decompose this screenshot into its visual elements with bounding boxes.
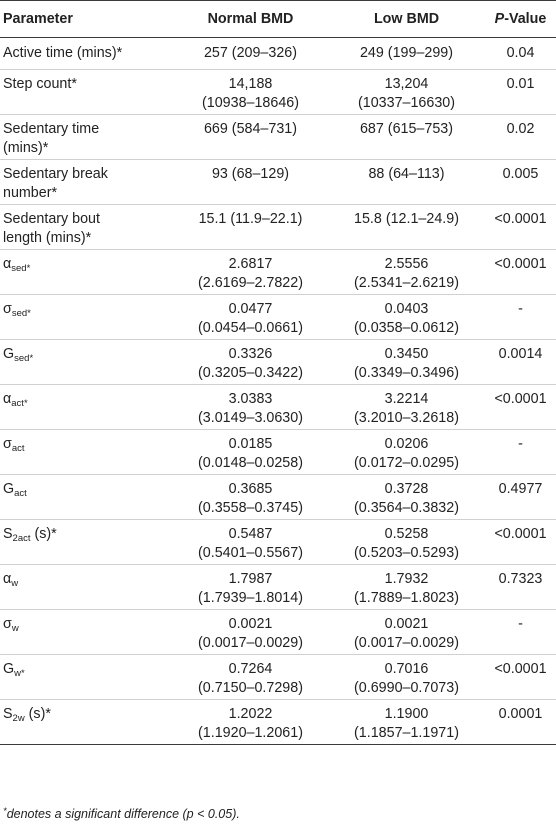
value-median: 0.3326 — [228, 346, 273, 362]
cell-parameter — [0, 205, 173, 250]
parameter-subscript: sed* — [11, 308, 31, 319]
parameter-symbol: G — [3, 346, 15, 362]
value-median: 1.1900 — [384, 706, 429, 722]
table-body — [0, 38, 556, 745]
table-row — [0, 610, 556, 655]
cell-p-value — [485, 385, 556, 430]
value-median: 669 (584–731) — [203, 121, 297, 137]
value-range: (0.3349–0.3496) — [354, 365, 459, 381]
cell-low-bmd — [328, 340, 485, 385]
value-median: 0.0206 — [384, 436, 429, 452]
value-median: 0.3450 — [384, 346, 429, 362]
cell-p-value — [485, 475, 556, 520]
p-value: <0.0001 — [494, 391, 547, 407]
value-median: 3.0383 — [228, 391, 273, 407]
p-value: 0.0001 — [498, 706, 543, 722]
value-range: (0.7150–0.7298) — [198, 680, 303, 696]
value-range: (10938–18646) — [202, 95, 299, 111]
value-range: (2.6169–2.7822) — [198, 275, 303, 291]
parameter-symbol: σ — [3, 301, 12, 317]
parameter-unit: (s)* — [30, 526, 57, 542]
cell-normal-bmd — [173, 250, 328, 295]
cell-normal-bmd — [173, 475, 328, 520]
value-range: (0.0017–0.0029) — [198, 635, 303, 651]
cell-low-bmd — [328, 385, 485, 430]
value-range: (1.7889–1.8023) — [354, 590, 459, 606]
cell-p-value — [485, 38, 556, 70]
header-p-rest: -Value — [504, 10, 547, 27]
cell-normal-bmd — [173, 700, 328, 745]
value-median: 1.7987 — [228, 571, 273, 587]
header-low-bmd: Low BMD — [328, 1, 485, 38]
footnote-star: * — [3, 806, 7, 817]
cell-normal-bmd — [173, 385, 328, 430]
value-median: 93 (68–129) — [211, 166, 290, 182]
parameter-symbol: α — [3, 571, 12, 587]
cell-p-value — [485, 430, 556, 475]
footnote-text: denotes a significant difference (p < 0.05). — [6, 807, 240, 821]
cell-parameter — [0, 475, 173, 520]
parameter-symbol: S — [3, 526, 13, 542]
value-median: 15.1 (11.9–22.1) — [198, 211, 303, 227]
cell-parameter — [0, 610, 173, 655]
parameter-subscript: act* — [11, 398, 28, 409]
cell-normal-bmd — [173, 430, 328, 475]
value-median: 13,204 — [384, 76, 429, 92]
table-row — [0, 115, 556, 160]
value-range: (10337–16630) — [358, 95, 455, 111]
value-range: (0.0017–0.0029) — [354, 635, 459, 651]
parameter-subscript: w* — [14, 668, 25, 679]
parameter-label: Sedentary bout — [3, 211, 100, 227]
table-row — [0, 250, 556, 295]
table-row — [0, 295, 556, 340]
p-value: 0.4977 — [498, 481, 543, 497]
p-value: 0.01 — [506, 76, 535, 92]
parameter-subscript: sed* — [14, 353, 34, 364]
parameter-symbol: σ — [3, 616, 12, 632]
value-median: 0.0477 — [228, 301, 273, 317]
value-median: 14,188 — [228, 76, 273, 92]
value-median: 257 (209–326) — [203, 45, 297, 61]
p-value: <0.0001 — [494, 211, 547, 227]
cell-p-value — [485, 250, 556, 295]
parameter-symbol: G — [3, 661, 15, 677]
cell-parameter — [0, 655, 173, 700]
value-median: 0.5487 — [228, 526, 273, 542]
value-median: 0.5258 — [384, 526, 429, 542]
cell-normal-bmd — [173, 38, 328, 70]
cell-normal-bmd — [173, 520, 328, 565]
value-median: 2.6817 — [228, 256, 273, 272]
table-row — [0, 70, 556, 115]
value-median: 0.0021 — [384, 616, 429, 632]
table-row — [0, 520, 556, 565]
parameter-subscript: sed* — [11, 263, 31, 274]
table-row — [0, 385, 556, 430]
parameter-label: Sedentary break — [3, 166, 108, 182]
cell-parameter — [0, 430, 173, 475]
value-range: (0.0172–0.0295) — [354, 455, 459, 471]
cell-low-bmd — [328, 160, 485, 205]
value-range: (2.5341–2.6219) — [354, 275, 459, 291]
value-median: 0.0021 — [228, 616, 273, 632]
p-value: <0.0001 — [494, 256, 547, 272]
table-row — [0, 430, 556, 475]
parameter-unit: (s)* — [24, 706, 51, 722]
value-range: (0.3205–0.3422) — [198, 365, 303, 381]
cell-parameter — [0, 160, 173, 205]
cell-parameter — [0, 700, 173, 745]
table-row — [0, 655, 556, 700]
value-median: 88 (64–113) — [368, 166, 445, 182]
cell-p-value — [485, 295, 556, 340]
table-row — [0, 160, 556, 205]
cell-parameter — [0, 115, 173, 160]
value-range: (3.2010–3.2618) — [354, 410, 459, 426]
cell-p-value — [485, 115, 556, 160]
cell-p-value — [485, 610, 556, 655]
parameter-symbol: G — [3, 481, 15, 497]
p-value: 0.7323 — [498, 571, 543, 587]
header-p-value — [485, 1, 556, 38]
value-median: 687 (615–753) — [359, 121, 453, 137]
p-value: - — [518, 436, 523, 452]
cell-p-value — [485, 520, 556, 565]
p-value: - — [518, 301, 523, 317]
parameter-label: Active time (mins)* — [3, 45, 123, 61]
cell-parameter — [0, 565, 173, 610]
value-median: 1.2022 — [228, 706, 273, 722]
cell-parameter — [0, 38, 173, 70]
cell-low-bmd — [328, 520, 485, 565]
value-median: 15.8 (12.1–24.9) — [354, 211, 459, 227]
cell-low-bmd — [328, 700, 485, 745]
cell-low-bmd — [328, 115, 485, 160]
value-median: 249 (199–299) — [359, 45, 453, 61]
cell-low-bmd — [328, 70, 485, 115]
cell-parameter — [0, 295, 173, 340]
cell-p-value — [485, 205, 556, 250]
cell-low-bmd — [328, 475, 485, 520]
value-median: 1.7932 — [384, 571, 429, 587]
header-p-letter: P — [494, 10, 505, 27]
p-value: <0.0001 — [494, 661, 547, 677]
cell-p-value — [485, 70, 556, 115]
parameter-subscript: 2w — [12, 713, 25, 724]
p-value: 0.04 — [506, 45, 535, 61]
table-header-row — [0, 1, 556, 38]
cell-parameter — [0, 385, 173, 430]
cell-parameter — [0, 340, 173, 385]
value-median: 2.5556 — [384, 256, 429, 272]
value-range: (3.0149–3.0630) — [198, 410, 303, 426]
parameter-label-line2: length (mins)* — [3, 230, 92, 246]
cell-normal-bmd — [173, 160, 328, 205]
parameter-subscript: w — [11, 623, 19, 634]
value-range: (0.0358–0.0612) — [354, 320, 459, 336]
cell-normal-bmd — [173, 610, 328, 655]
cell-normal-bmd — [173, 340, 328, 385]
value-median: 0.3728 — [384, 481, 429, 497]
p-value: 0.005 — [502, 166, 539, 182]
cell-normal-bmd — [173, 205, 328, 250]
table-row — [0, 565, 556, 610]
table-row — [0, 38, 556, 70]
value-median: 0.7264 — [228, 661, 273, 677]
parameter-label-line2: number* — [3, 185, 58, 201]
header-parameter: Parameter — [0, 1, 173, 38]
cell-normal-bmd — [173, 565, 328, 610]
parameter-symbol: α — [3, 391, 12, 407]
header-normal-bmd: Normal BMD — [173, 1, 328, 38]
value-range: (0.5401–0.5567) — [198, 545, 303, 561]
cell-p-value — [485, 655, 556, 700]
cell-low-bmd — [328, 565, 485, 610]
cell-parameter — [0, 70, 173, 115]
value-range: (0.0148–0.0258) — [198, 455, 303, 471]
cell-low-bmd — [328, 38, 485, 70]
cell-normal-bmd — [173, 655, 328, 700]
parameter-symbol: σ — [3, 436, 12, 452]
cell-p-value — [485, 700, 556, 745]
value-median: 0.7016 — [384, 661, 429, 677]
value-range: (0.3564–0.3832) — [354, 500, 459, 516]
parameter-subscript: act — [11, 443, 25, 454]
parameter-subscript: act — [14, 488, 27, 499]
footnote — [3, 807, 240, 821]
value-median: 3.2214 — [384, 391, 429, 407]
cell-normal-bmd — [173, 115, 328, 160]
p-value: - — [518, 616, 523, 632]
parameter-label: Step count* — [3, 76, 77, 92]
cell-low-bmd — [328, 655, 485, 700]
value-range: (0.3558–0.3745) — [198, 500, 303, 516]
p-value: 0.0014 — [498, 346, 543, 362]
table-row — [0, 475, 556, 520]
value-range: (0.0454–0.0661) — [198, 320, 303, 336]
value-median: 0.0403 — [384, 301, 429, 317]
cell-p-value — [485, 340, 556, 385]
value-range: (1.7939–1.8014) — [198, 590, 303, 606]
table-row — [0, 700, 556, 745]
p-value: 0.02 — [506, 121, 535, 137]
cell-normal-bmd — [173, 70, 328, 115]
value-range: (0.6990–0.7073) — [354, 680, 459, 696]
value-median: 0.3685 — [228, 481, 273, 497]
cell-normal-bmd — [173, 295, 328, 340]
parameter-label: Sedentary time — [3, 121, 100, 137]
cell-p-value — [485, 565, 556, 610]
cell-parameter — [0, 250, 173, 295]
cell-low-bmd — [328, 205, 485, 250]
parameter-subscript: w — [11, 578, 19, 589]
cell-p-value — [485, 160, 556, 205]
cell-low-bmd — [328, 250, 485, 295]
p-value: <0.0001 — [494, 526, 547, 542]
cell-low-bmd — [328, 430, 485, 475]
parameter-symbol: S — [3, 706, 13, 722]
table-row — [0, 205, 556, 250]
value-range: (0.5203–0.5293) — [354, 545, 459, 561]
value-range: (1.1920–1.2061) — [198, 725, 303, 741]
table-row — [0, 340, 556, 385]
parameter-label-line2: (mins)* — [3, 140, 49, 156]
parameter-symbol: α — [3, 256, 12, 272]
cell-parameter — [0, 520, 173, 565]
value-median: 0.0185 — [228, 436, 273, 452]
cell-low-bmd — [328, 610, 485, 655]
value-range: (1.1857–1.1971) — [354, 725, 459, 741]
parameter-subscript: 2act — [12, 533, 31, 544]
cell-low-bmd — [328, 295, 485, 340]
